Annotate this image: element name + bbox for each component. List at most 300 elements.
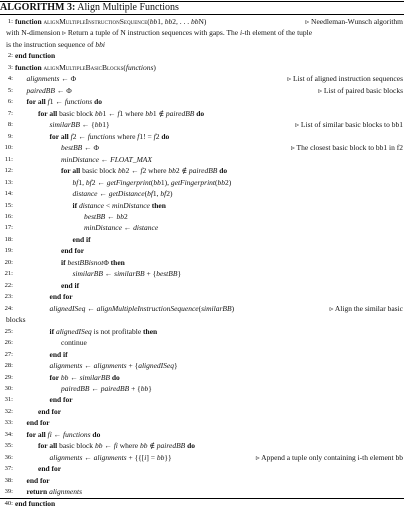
line-comment: ▹ List of similar basic blocks to bb1 — [295, 120, 403, 130]
code-token: similarBB — [72, 269, 103, 279]
code-token: i — [144, 452, 147, 462]
code-token: do — [194, 108, 205, 118]
code-token: where — [115, 131, 138, 141]
code-token: + { — [129, 384, 141, 393]
code-token: ← { — [79, 120, 95, 130]
code-token: 2 — [125, 166, 130, 176]
line-number: 6: — [7, 98, 13, 106]
code-token: continue — [61, 338, 87, 348]
code-token: bb — [168, 166, 176, 176]
code-token: ← — [105, 211, 117, 221]
code-token: 2 — [172, 17, 176, 26]
line-comment: ▹ Align the similar basic — [329, 303, 403, 313]
algorithm-line — [0, 326, 404, 337]
line-code — [61, 245, 84, 256]
line-number: 25: — [4, 327, 13, 335]
code-token: ∉ — [147, 441, 157, 451]
line-code — [50, 291, 73, 302]
code-token: bb — [217, 177, 226, 187]
code-token: , . . . — [176, 17, 191, 26]
code-token: ← — [98, 154, 111, 164]
code-token: similarBB — [201, 303, 232, 313]
code-token: alignments — [26, 74, 60, 84]
line-number: 7: — [7, 109, 13, 117]
line-number: 36: — [4, 453, 13, 461]
code-token: ! = — [143, 131, 154, 141]
code-token: is the instruction sequence of — [6, 39, 96, 49]
code-token: alignments — [49, 452, 83, 462]
algorithm-line — [0, 417, 404, 428]
code-token: pairedBB — [61, 384, 90, 393]
line-number: 12: — [4, 167, 13, 175]
code-token: basic block — [82, 166, 118, 176]
line-number: 10: — [4, 144, 13, 152]
line-comment: ▹ Append a tuple only containing i-th element bb — [255, 452, 403, 462]
code-token: ( — [215, 177, 218, 187]
code-token: ← — [95, 177, 107, 187]
line-number: 20: — [4, 258, 13, 266]
code-token: function — [15, 17, 44, 26]
bottom-rule — [0, 498, 404, 499]
code-token: f — [47, 429, 50, 439]
algorithm-line — [0, 73, 404, 84]
code-token: 1 — [152, 189, 157, 199]
line-code — [38, 406, 61, 417]
line-code — [27, 475, 50, 486]
code-token: with N-dimension ▹ Return a tuple of N instruction sequences with gaps. The — [6, 28, 241, 38]
line-number: 2: — [7, 52, 13, 60]
code-token: ← — [102, 269, 115, 279]
code-token: end for — [26, 418, 50, 428]
line-number: 27: — [4, 350, 13, 358]
code-token: alignMultipleInstructionSequence — [96, 303, 199, 313]
code-token: do — [92, 97, 102, 107]
line-comment: ▹ List of paired basic blocks — [318, 85, 403, 95]
code-token: ) — [231, 303, 235, 313]
code-token: f — [47, 97, 50, 107]
caption-rule — [0, 14, 404, 15]
code-token: 1 — [119, 108, 124, 118]
code-token: minDistance — [111, 200, 150, 210]
code-token: ) — [203, 17, 207, 26]
algorithm-line — [0, 211, 404, 222]
code-token: alignMultipleInstructionSequence — [43, 17, 148, 26]
code-token: for all — [38, 441, 60, 451]
line-number: 5: — [7, 86, 13, 94]
code-token: end for — [61, 246, 85, 256]
code-token: basic block — [59, 441, 95, 451]
code-token: functions — [63, 429, 91, 439]
line-code — [27, 85, 72, 96]
line-code — [15, 50, 55, 61]
line-code — [6, 39, 105, 50]
algorithm-line — [0, 85, 404, 96]
code-token: alignedISeq — [49, 303, 86, 313]
algorithm-line — [0, 234, 404, 245]
line-code — [61, 383, 152, 394]
code-token: bb — [95, 39, 103, 49]
code-token: ) — [170, 189, 173, 199]
code-token: bf — [147, 189, 153, 199]
code-token: f — [137, 131, 140, 141]
code-token: bb — [60, 372, 69, 382]
code-token: pairedBB — [188, 166, 218, 176]
algorithm-line — [0, 280, 404, 291]
code-token: is not profitable — [91, 326, 144, 336]
line-number: 4: — [7, 75, 13, 83]
algorithm-line — [0, 188, 404, 199]
line-code — [27, 73, 77, 84]
algorithm-line — [0, 16, 404, 27]
code-token: , — [156, 189, 161, 199]
code-token: ( — [147, 17, 150, 26]
code-token: bb — [116, 211, 124, 221]
code-token: 2 — [72, 131, 77, 141]
line-code — [50, 303, 235, 314]
algorithm-line — [0, 475, 404, 486]
code-token: getFingerprint — [106, 177, 151, 187]
code-token: bestBB — [61, 143, 83, 153]
code-token: bb — [94, 108, 103, 118]
code-token: i — [102, 39, 105, 49]
algorithm-line — [0, 119, 404, 130]
line-number: 3: — [7, 63, 13, 71]
code-token: bb — [139, 441, 148, 451]
code-token: then — [108, 257, 125, 267]
line-code — [73, 177, 232, 188]
code-token: + { — [126, 361, 139, 371]
line-code — [61, 280, 79, 291]
code-token: ) — [153, 62, 156, 72]
algorithm-line — [0, 337, 404, 348]
line-number: 34: — [4, 430, 13, 438]
code-token: do — [90, 429, 101, 439]
line-number: 17: — [4, 224, 13, 232]
algorithm-label: ALGORITHM 3: — [0, 1, 76, 13]
algorithm-line — [0, 429, 404, 440]
code-token: if — [49, 326, 56, 336]
code-token: 1 — [157, 17, 161, 26]
code-token: blocks — [6, 315, 26, 325]
code-token: ← — [51, 429, 64, 439]
line-code — [6, 314, 26, 325]
line-code — [50, 131, 170, 142]
code-token: alignMultipleBasicBlocks — [43, 62, 124, 72]
line-code — [50, 372, 120, 383]
code-token: 2 — [124, 211, 128, 221]
code-token: 2 — [166, 189, 171, 199]
algorithm-line — [0, 349, 404, 360]
line-number: 26: — [4, 339, 13, 347]
code-token: ← — [53, 97, 65, 107]
code-token: functions — [125, 62, 154, 72]
code-token: bb — [117, 166, 126, 176]
code-token: alignedISeq — [55, 326, 92, 336]
algorithm-line — [0, 222, 404, 233]
code-token: , — [161, 17, 165, 26]
code-token: end function — [15, 498, 56, 508]
line-number: 19: — [4, 247, 13, 255]
code-token: for all — [38, 108, 60, 118]
line-number: 24: — [4, 304, 13, 312]
code-token: bb — [94, 120, 103, 130]
code-token: 1 — [102, 108, 107, 118]
line-number: 31: — [4, 396, 13, 404]
algorithm-line — [0, 131, 404, 142]
code-token: getDistance — [108, 189, 145, 199]
code-token: function — [15, 62, 44, 72]
code-token: ∉ — [179, 166, 189, 176]
line-number: 33: — [4, 419, 13, 427]
line-code — [73, 268, 182, 279]
code-token: bestBB — [156, 269, 178, 279]
algorithm-line — [0, 394, 404, 405]
code-token: ← — [102, 441, 114, 451]
algorithm-line — [0, 165, 404, 176]
line-code — [50, 119, 110, 130]
code-token: alignments — [49, 487, 82, 497]
line-code — [15, 62, 156, 73]
line-code — [61, 165, 227, 176]
code-token: getFingerprint — [170, 177, 216, 187]
code-token: for all — [26, 429, 48, 439]
line-code — [73, 200, 166, 211]
code-token: alignments — [93, 361, 127, 371]
code-token: Φ — [103, 257, 109, 267]
line-code — [84, 211, 128, 222]
code-token: bb — [149, 17, 158, 26]
line-code — [61, 337, 87, 348]
algorithm-line — [0, 291, 404, 302]
code-token: for — [49, 372, 61, 382]
line-code — [38, 440, 195, 451]
code-token: 1 — [102, 120, 107, 130]
code-token: FLOAT_MAX — [110, 154, 152, 164]
line-code — [61, 154, 152, 165]
code-token: ← — [82, 361, 94, 371]
code-token: bb — [153, 177, 161, 187]
code-token: pairedBB — [156, 441, 186, 451]
line-code — [73, 188, 173, 199]
code-token: f — [153, 131, 156, 141]
line-code — [38, 108, 204, 119]
line-number: 9: — [7, 132, 13, 140]
code-token: end for — [49, 395, 73, 405]
algorithm-line — [0, 177, 404, 188]
code-token: alignments — [49, 361, 83, 371]
line-number: 35: — [4, 442, 13, 450]
code-token: + {{[ — [126, 452, 145, 462]
code-token: } — [177, 269, 182, 279]
code-token: similarBB — [114, 269, 145, 279]
line-number: 29: — [4, 373, 13, 381]
algorithm-line — [0, 154, 404, 165]
code-token: ← — [76, 131, 88, 141]
algorithm-line — [0, 303, 404, 314]
algorithm-line — [0, 314, 404, 325]
line-code — [50, 360, 178, 371]
algorithm-title: Align Multiple Functions — [77, 1, 179, 13]
line-number: 15: — [4, 201, 13, 209]
line-code — [73, 234, 91, 245]
line-number: 21: — [4, 270, 13, 278]
code-token: bestBBisnot — [67, 257, 104, 267]
line-code — [38, 463, 61, 474]
code-token: ← Φ — [82, 143, 99, 153]
code-token: pairedBB — [26, 85, 55, 95]
code-token: 2 — [155, 131, 160, 141]
line-code — [50, 326, 158, 337]
code-token: bf — [160, 189, 167, 199]
code-token: f — [70, 131, 73, 141]
code-token: if — [72, 200, 79, 210]
algorithm-line — [0, 452, 404, 463]
code-token: } — [106, 120, 110, 130]
code-token: do — [185, 441, 196, 451]
algorithm-line — [0, 406, 404, 417]
line-code — [61, 142, 99, 153]
code-token: 2 — [225, 177, 229, 187]
code-token: ← — [82, 452, 94, 462]
algorithm-caption — [0, 2, 179, 14]
code-token: bb — [140, 384, 149, 393]
code-token: end if — [49, 349, 68, 359]
algorithm-line — [0, 268, 404, 279]
line-number: 32: — [4, 407, 13, 415]
algorithm-line — [0, 50, 404, 61]
line-number: 40: — [4, 499, 13, 507]
code-token: functions — [64, 97, 93, 107]
line-number: 28: — [4, 362, 13, 370]
code-token: end if — [72, 234, 91, 244]
code-token: 2 — [142, 166, 147, 176]
code-token: ← Φ — [54, 85, 72, 95]
code-token: similarBB — [49, 120, 80, 130]
code-token: bestBB — [84, 211, 106, 221]
line-number: 8: — [7, 121, 13, 129]
code-token: bb — [145, 108, 153, 118]
code-token: ← — [85, 303, 97, 313]
code-token: ← — [89, 384, 101, 393]
code-token: ) — [228, 177, 232, 187]
code-token: ( — [123, 62, 126, 72]
code-token: f — [140, 166, 143, 176]
code-token: pairedBB — [165, 108, 195, 118]
line-code — [15, 498, 55, 509]
line-code — [61, 257, 125, 268]
code-token: ← — [106, 108, 118, 118]
code-token: do — [110, 372, 120, 382]
code-token: similarBB — [79, 372, 110, 382]
code-token: 1 — [49, 97, 54, 107]
code-token: distance — [133, 223, 159, 233]
code-token: bf — [72, 177, 79, 187]
code-token: bb — [191, 17, 199, 26]
code-token: basic block — [59, 108, 95, 118]
code-token: -th element of the tuple — [242, 28, 313, 38]
code-token: for all — [26, 97, 48, 107]
code-token: distance — [78, 200, 104, 210]
code-token: ), — [164, 177, 171, 187]
algorithm-line — [0, 257, 404, 268]
code-token: ← — [68, 372, 80, 382]
code-token: bb — [164, 17, 173, 26]
line-number: 13: — [4, 178, 13, 186]
code-token: end function — [15, 51, 56, 61]
algorithm-line — [0, 96, 404, 107]
code-token: return — [26, 487, 50, 497]
line-code — [27, 486, 83, 497]
code-token: ( — [198, 303, 202, 313]
code-token: ← Φ — [59, 74, 77, 84]
code-token: minDistance — [84, 223, 122, 233]
code-token: f — [113, 441, 116, 451]
code-token: end for — [26, 475, 50, 485]
code-token: end if — [61, 280, 80, 290]
code-token: if — [61, 257, 68, 267]
code-token: ∉ — [156, 108, 166, 118]
code-token: }} — [164, 452, 172, 462]
algorithm-line — [0, 200, 404, 211]
code-token: , — [82, 177, 86, 187]
line-comment: ▹ The closest basic block to bb1 in f2 — [291, 143, 403, 153]
code-token: then — [143, 326, 158, 336]
algorithm-line — [0, 383, 404, 394]
code-token: 2 — [91, 177, 96, 187]
line-code — [50, 452, 172, 463]
line-number: 30: — [4, 385, 13, 392]
code-token: functions — [87, 131, 116, 141]
code-token: alignments — [93, 452, 127, 462]
code-token: + { — [144, 269, 157, 279]
algorithm-line — [0, 108, 404, 119]
code-token: end for — [38, 406, 62, 416]
code-token: ← — [121, 223, 134, 233]
code-token: ← — [97, 189, 109, 199]
code-token: for all — [61, 166, 83, 176]
code-token: 2 — [175, 166, 180, 176]
code-token: i — [115, 441, 118, 451]
code-token: where — [123, 108, 146, 118]
algorithm-line — [0, 245, 404, 256]
algorithm-line — [0, 27, 404, 38]
algorithm-body — [0, 16, 404, 509]
code-token: for all — [49, 131, 71, 141]
code-token: end for — [49, 292, 73, 302]
code-token: pairedBB — [100, 384, 130, 393]
code-token: bb — [94, 441, 103, 451]
code-token: ← — [129, 166, 141, 176]
code-token: 1 — [78, 177, 83, 187]
line-number: 14: — [4, 190, 13, 198]
line-code — [6, 27, 312, 38]
code-token: i — [49, 429, 52, 439]
code-token: ( — [144, 189, 148, 199]
line-code — [50, 349, 68, 360]
line-number: 38: — [4, 476, 13, 484]
line-code — [27, 96, 103, 107]
line-number: 1: — [7, 18, 13, 25]
algorithm-line — [0, 463, 404, 474]
algorithm-line — [0, 498, 404, 509]
code-token: } — [148, 384, 152, 393]
code-token: alignedISeq — [138, 361, 175, 371]
code-token: f — [117, 108, 120, 118]
code-token: 1 — [160, 177, 165, 187]
line-number: 16: — [4, 212, 13, 220]
code-token: where — [146, 166, 169, 176]
line-number: 22: — [4, 281, 13, 289]
